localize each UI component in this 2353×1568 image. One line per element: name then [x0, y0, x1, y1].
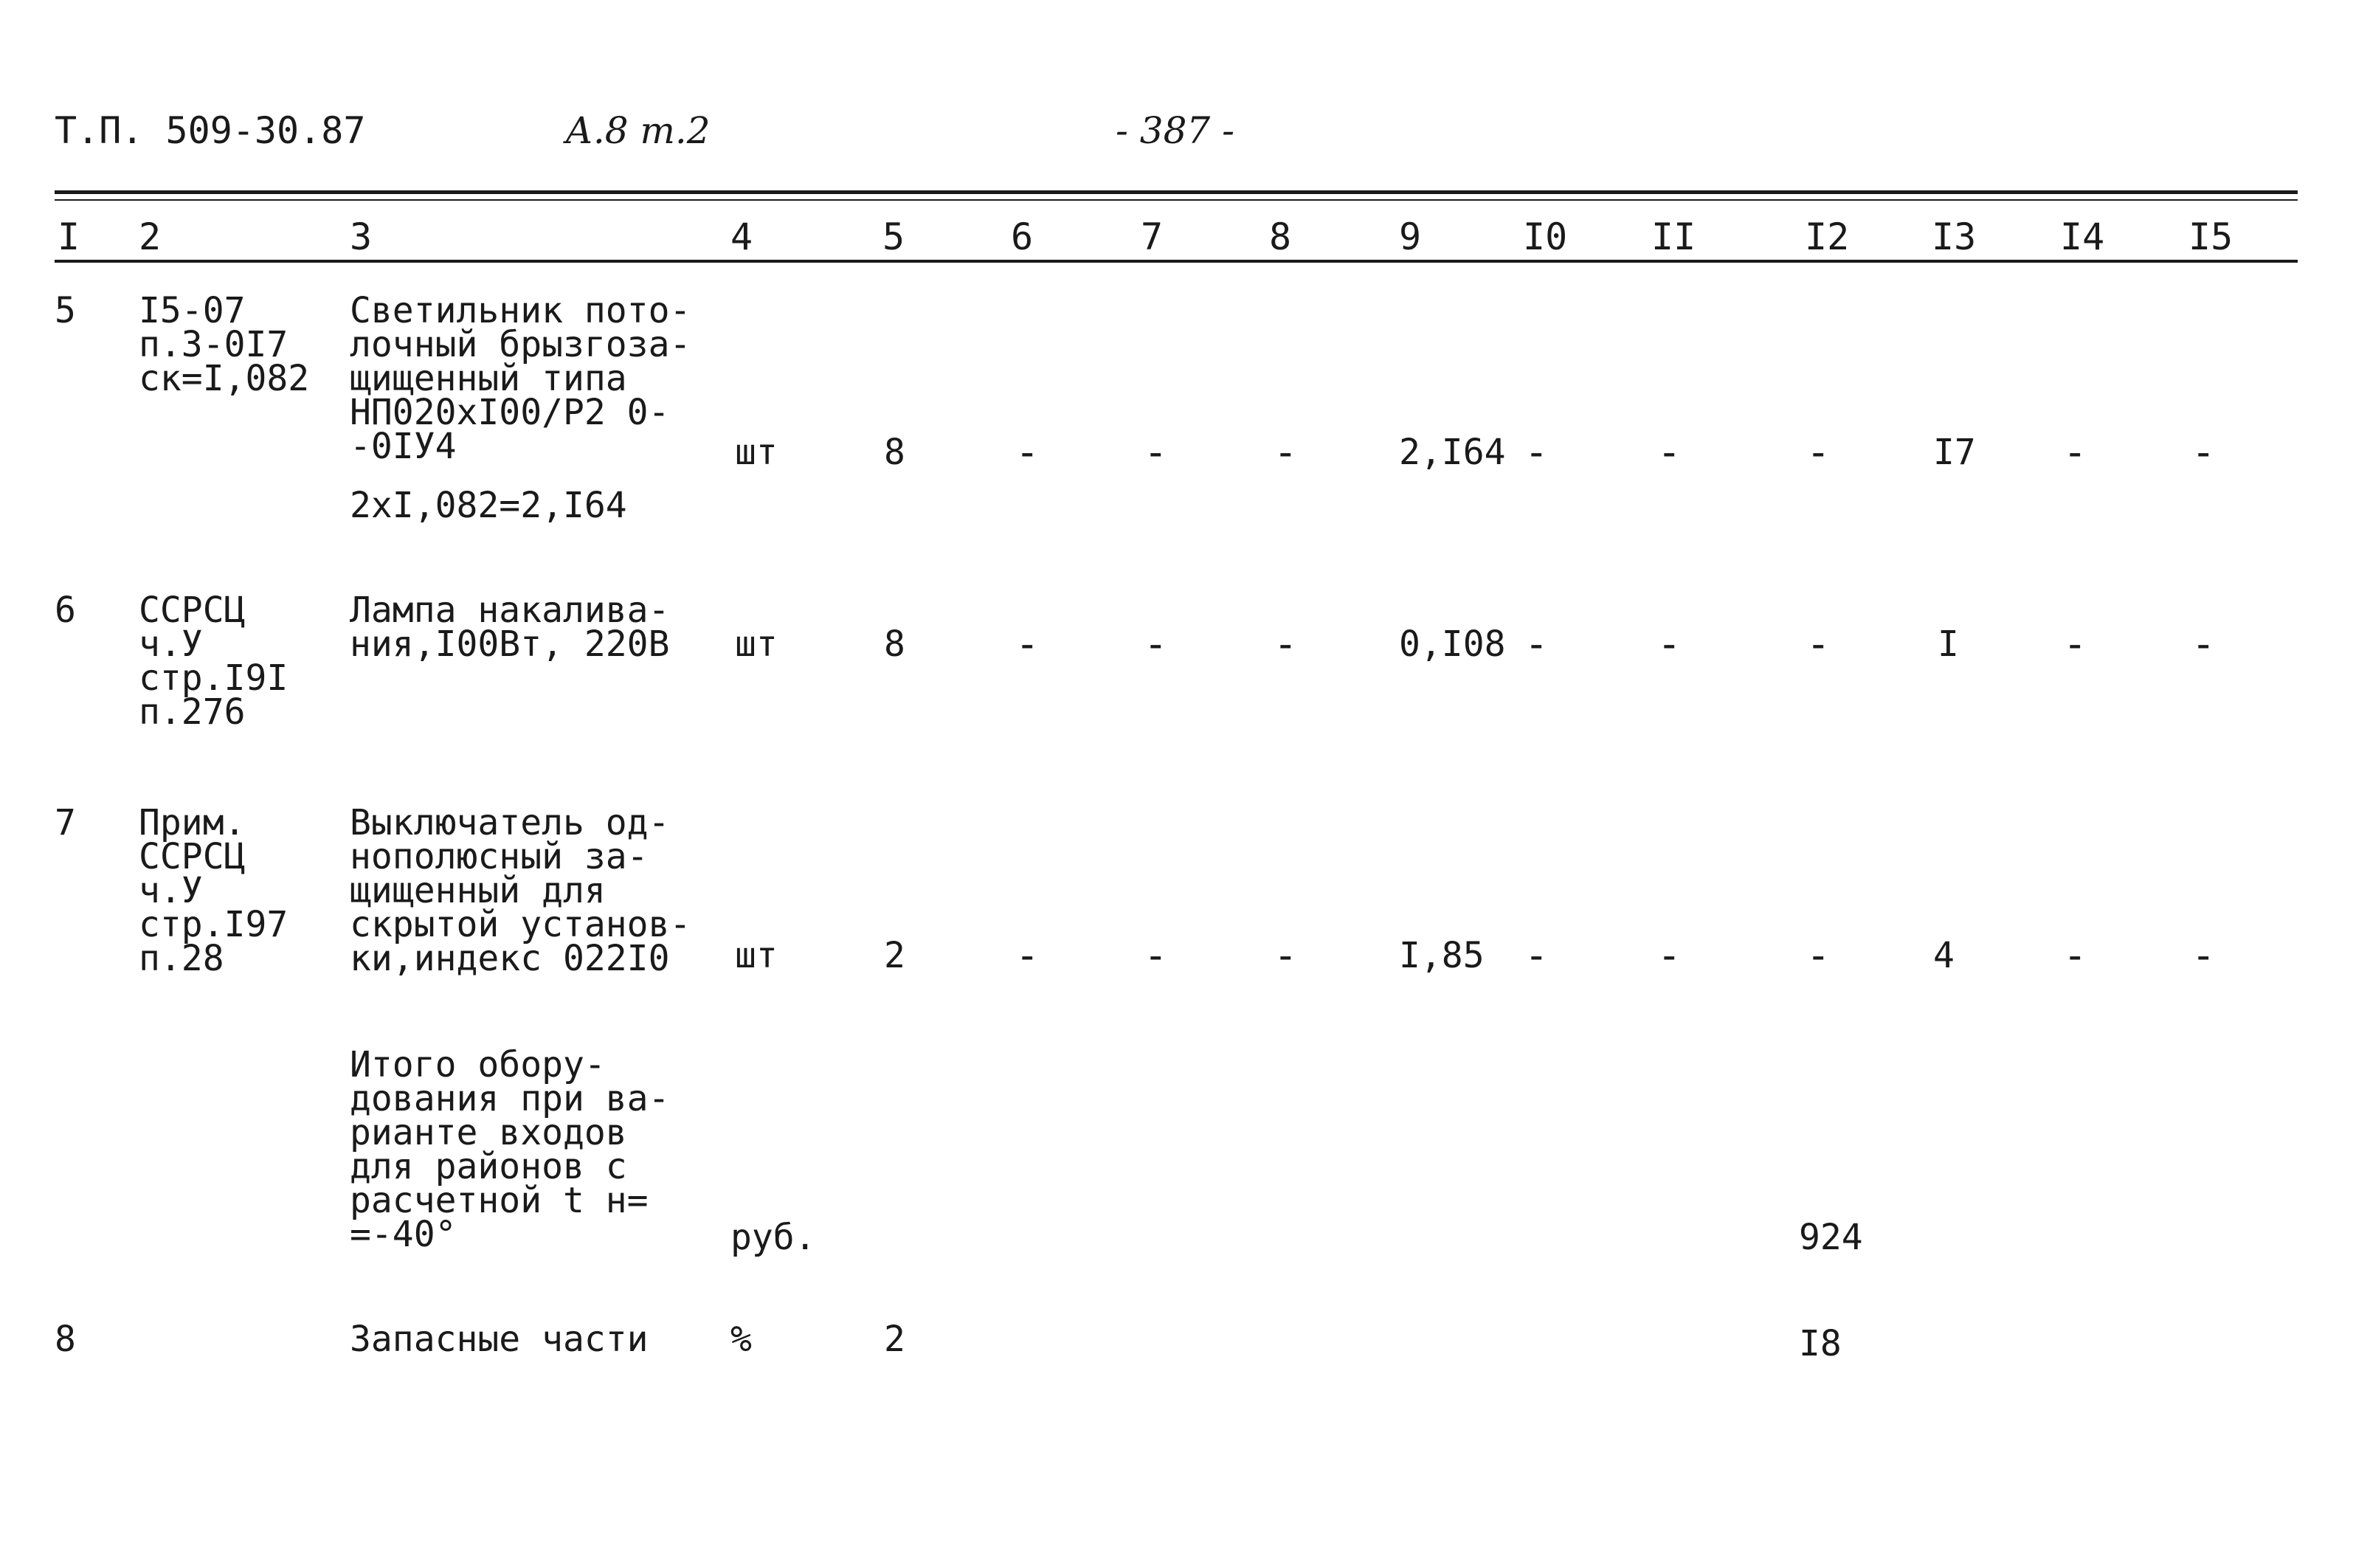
column-header-underline [55, 260, 2298, 263]
row-col13: I7 [1933, 432, 1976, 473]
row-unit: шт [735, 935, 778, 976]
total-unit: руб. [730, 1217, 816, 1258]
row-col13: I [1938, 624, 1959, 665]
row-col6: - [1015, 621, 1040, 667]
row-col15: - [2191, 429, 2216, 475]
row-col15: - [2191, 621, 2216, 667]
column-number: 7 [1141, 215, 1164, 258]
row-reference: Прим. ССРСЦ ч.У стр.I97 п.28 [139, 802, 288, 979]
column-number: 8 [1269, 215, 1292, 258]
total-amount: 924 [1799, 1217, 1863, 1258]
row-col8: - [1274, 932, 1298, 978]
total-description: Итого обору- дования при ва- рианте входов для районов с расчетной t н= =-40° [350, 1044, 670, 1255]
column-number: 5 [882, 215, 905, 258]
row-quantity: 2 [884, 935, 905, 976]
row-quantity: 8 [884, 624, 905, 665]
row-col11: - [1657, 932, 1682, 978]
row-col7: - [1144, 932, 1168, 978]
row-reference: I5-07 п.3-0I7 ск=I,082 [139, 290, 310, 399]
row-number: 7 [55, 802, 76, 843]
row-col8: - [1274, 621, 1298, 667]
row-col12: - [1806, 429, 1831, 475]
table-top-rule-2 [55, 199, 2298, 201]
row-col7: - [1144, 621, 1168, 667]
row-col9: 2,I64 [1399, 432, 1506, 473]
album-ref: А.8 т.2 [565, 109, 711, 152]
row-reference: ССРСЦ ч.У стр.I9I п.276 [139, 590, 288, 733]
row-col10: - [1524, 621, 1549, 667]
row-col6: - [1015, 932, 1040, 978]
spare-amount: I8 [1799, 1323, 1842, 1364]
row-description: Выключатель од- нополюсный за- щищенный для скрытой установ- ки,индекс 022I0 [350, 802, 691, 979]
column-number: I [58, 215, 80, 258]
row-quantity: 8 [884, 432, 905, 473]
spare-description: Запасные части [350, 1319, 649, 1360]
row-col14: - [2063, 621, 2087, 667]
row-col6: - [1015, 429, 1040, 475]
row-col11: - [1657, 621, 1682, 667]
row-number: 5 [55, 290, 76, 331]
row-col10: - [1524, 429, 1549, 475]
column-number: I2 [1805, 215, 1850, 258]
column-number: I3 [1932, 215, 1977, 258]
row-number: 6 [55, 590, 76, 631]
row-col9: 0,I08 [1399, 624, 1506, 665]
row-col10: - [1524, 932, 1549, 978]
row-description: Лампа накалива- ния,I00Вт, 220В [350, 590, 670, 665]
column-number: 4 [730, 215, 753, 258]
column-number: I4 [2060, 215, 2105, 258]
column-number: 9 [1399, 215, 1422, 258]
spare-quantity: 2 [884, 1319, 905, 1360]
column-number: 6 [1011, 215, 1034, 258]
row-col15: - [2191, 932, 2216, 978]
row-col14: - [2063, 429, 2087, 475]
spare-row-number: 8 [55, 1319, 76, 1360]
row-unit: шт [735, 432, 778, 473]
row-col8: - [1274, 429, 1298, 475]
row-col11: - [1657, 429, 1682, 475]
table-top-rule [55, 190, 2298, 194]
column-number: I5 [2188, 215, 2233, 258]
row-description: Светильник пото- лочный брызгоза- щищенный типа НП020хI00/Р2 0- -0IУ4 [350, 290, 691, 467]
page-number: - 387 - [1116, 109, 1235, 152]
spare-unit: % [730, 1319, 752, 1360]
row-col9: I,85 [1399, 935, 1485, 976]
doc-code: Т.П. 509-30.87 [55, 109, 366, 152]
row-col14: - [2063, 932, 2087, 978]
row-col12: - [1806, 621, 1831, 667]
column-number: I0 [1523, 215, 1568, 258]
row-col12: - [1806, 932, 1831, 978]
column-number: II [1651, 215, 1696, 258]
row-calc-note: 2хI,082=2,I64 [350, 485, 627, 526]
row-col13: 4 [1933, 935, 1955, 976]
column-number: 2 [139, 215, 162, 258]
row-unit: шт [735, 624, 778, 665]
row-col7: - [1144, 429, 1168, 475]
column-number: 3 [350, 215, 373, 258]
